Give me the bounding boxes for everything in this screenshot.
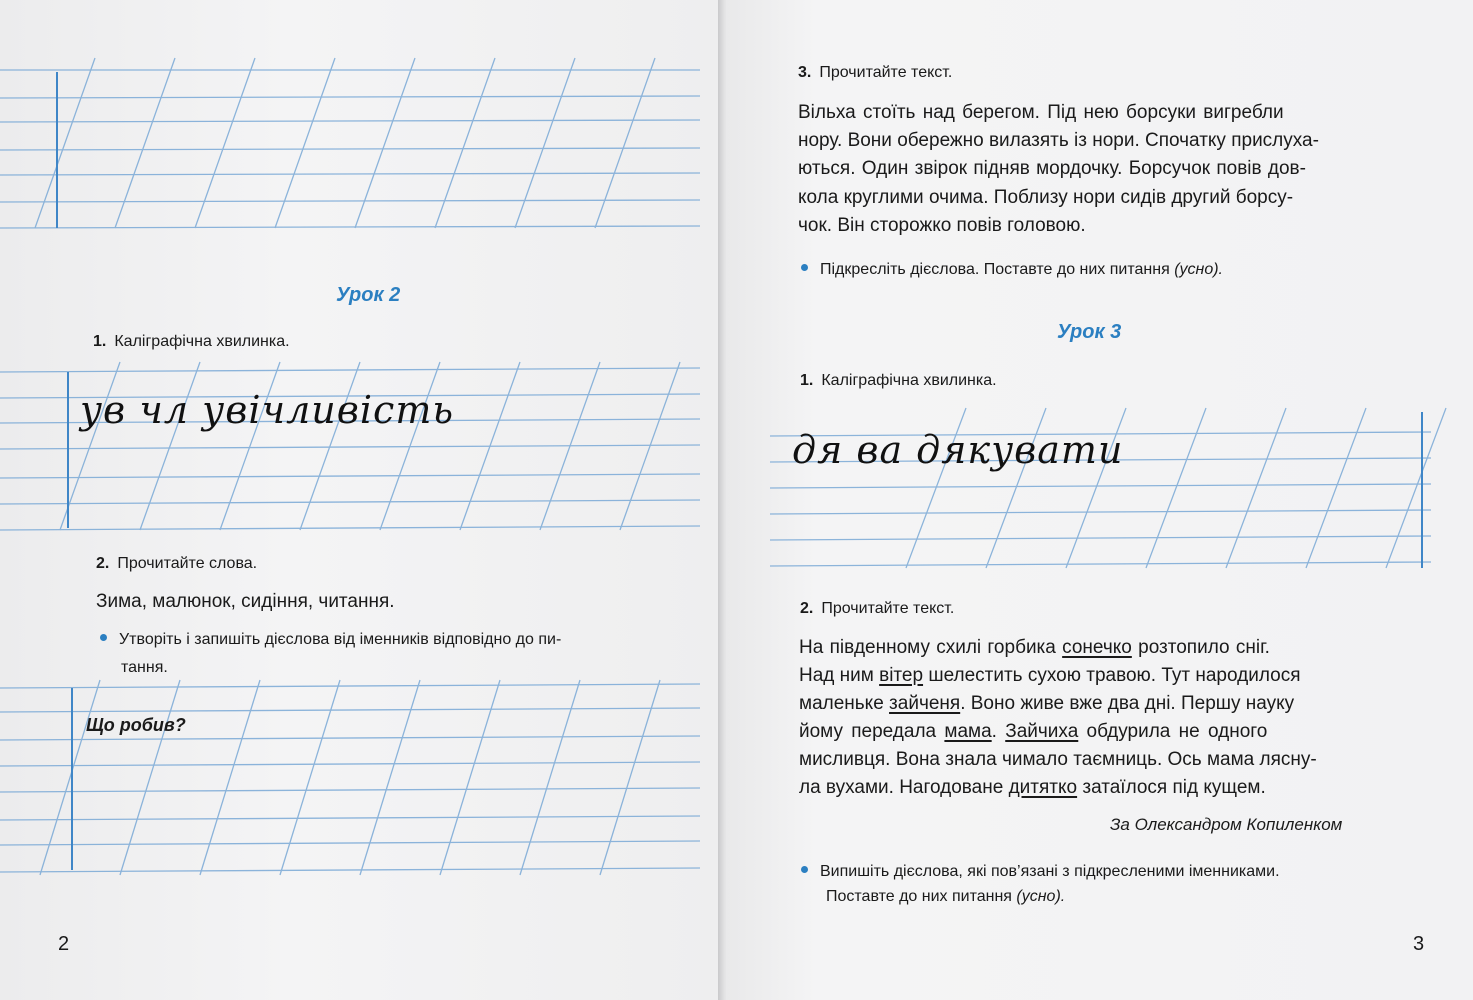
text3-line-1: Вільха стоїть над берегом. Під нею борсуки вигребли [798, 102, 1284, 123]
text-segment: (усно). [1016, 888, 1066, 905]
left-page-ruling [0, 0, 724, 1000]
underlined-noun: Зайчиха [1005, 721, 1079, 742]
instruction-3-italic: (усно). [1174, 261, 1223, 278]
task-label: Каліграфічна хвилинка. [821, 372, 997, 389]
bullet-icon [801, 264, 808, 271]
text-segment: . Воно живе вже два дні. Першу науку [960, 693, 1295, 714]
text-segment: обдурила не одного [1078, 721, 1268, 742]
text-segment: Поставте до них питання [826, 888, 1012, 905]
bullet-icon [801, 866, 808, 873]
task-label: Прочитайте текст. [821, 600, 955, 617]
word-list: Зима, малюнок, сидіння, читання. [96, 591, 395, 612]
underlined-noun: мама [944, 721, 992, 742]
text2-line-3 [799, 690, 1294, 718]
task-number: 3. [798, 64, 812, 81]
task-3-heading [798, 64, 952, 82]
text-segment: ла вухами. Нагодоване [799, 777, 1009, 798]
task-number: 2. [800, 600, 814, 617]
task-1-heading-right [800, 372, 997, 390]
instruction-2-line-2 [826, 883, 1065, 910]
page-number: 2 [58, 933, 70, 955]
calligraphy-sample-right: дя ва дякувати [792, 428, 1124, 472]
underlined-noun: зайченя [889, 693, 961, 714]
underlined-noun: дитятко [1008, 777, 1078, 798]
text3-line-3: ються. Один звірок підняв мордочку. Борсучок повів дов- [798, 158, 1306, 179]
text-segment: Над ним [799, 665, 880, 686]
instruction-3-text: Підкресліть дієслова. Поставте до них питання [820, 261, 1170, 278]
instruction-2-line-1: Випишіть дієслова, які пов’язані з підкресленими іменниками. [820, 863, 1280, 880]
text-segment: йому передала [799, 721, 945, 742]
instruction [100, 626, 561, 653]
left-page [0, 0, 724, 1000]
text-segment: розтопило сніг. [1131, 637, 1270, 658]
calligraphy-sample: ув чл увічливість [80, 388, 455, 432]
underlined-noun: вітер [879, 665, 924, 686]
lesson-2-title: Урок 2 [336, 284, 401, 306]
task-2-heading-right [800, 600, 954, 618]
text-segment: . [991, 721, 1006, 742]
task-number: 1. [800, 372, 814, 389]
task-label: Прочитайте слова. [117, 555, 258, 572]
text-segment: шелестить сухою травою. Тут народилося [923, 665, 1301, 686]
task-2-heading [96, 555, 257, 573]
text-segment: затаїлося під кущем. [1077, 777, 1266, 798]
instruction-3 [801, 256, 1223, 283]
question-label: Що робив? [86, 715, 186, 735]
text2-line-1 [799, 634, 1270, 662]
instruction-line-1: Утворіть і запишіть дієслова від іменників відповідно до пи- [119, 631, 562, 648]
instruction-line-2: тання. [121, 659, 168, 676]
text3-line-5: чок. Він сторожко повів головою. [798, 215, 1086, 236]
instruction-2 [801, 858, 1280, 885]
text-segment: маленьке [799, 693, 890, 714]
text2-line-2 [799, 662, 1300, 690]
bullet-icon [100, 634, 107, 641]
page-number-right: 3 [1413, 933, 1425, 955]
text3-line-4: кола круглими очима. Поблизу нори сидів другий борсу- [798, 187, 1294, 208]
task-number: 2. [96, 555, 110, 572]
text2-line-6 [799, 774, 1266, 802]
task-label: Каліграфічна хвилинка. [114, 333, 290, 350]
text2-line-5: мисливця. Вона знала чимало таємниць. Ось мама лясну- [799, 749, 1317, 770]
task-label: Прочитайте текст. [819, 64, 953, 81]
task-1-heading [93, 333, 290, 351]
text2-line-4 [799, 718, 1267, 746]
text3-line-2: нору. Вони обережно вилазять із нори. Спочатку прислуха- [798, 130, 1319, 151]
author-attribution: За Олександром Копиленком [1110, 815, 1343, 834]
text-segment: На південному схилі горбика [799, 637, 1063, 658]
underlined-noun: сонечко [1062, 637, 1132, 658]
task-number: 1. [93, 333, 107, 350]
lesson-3-title: Урок 3 [1057, 321, 1122, 343]
